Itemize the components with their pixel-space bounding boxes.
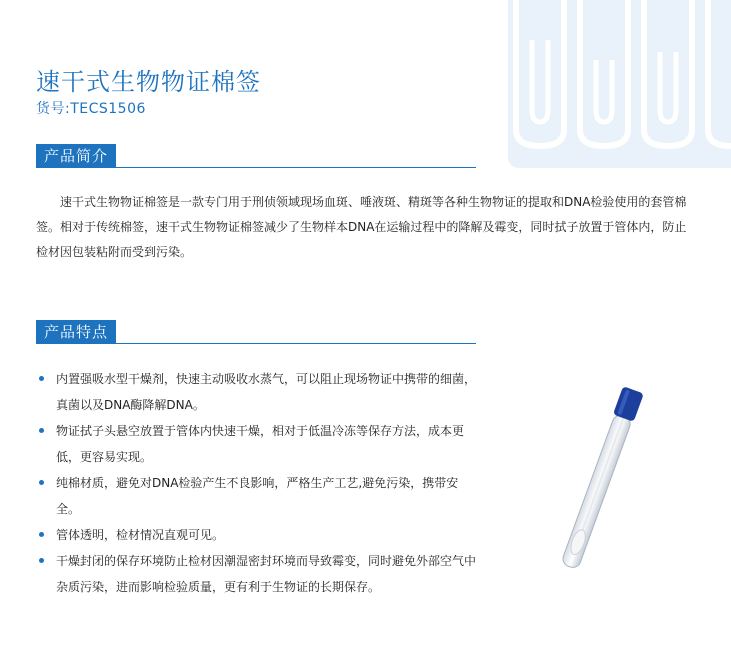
product-code: 货号:TECS1506	[36, 101, 146, 117]
intro-paragraph: 速干式生物物证棉签是一款专门用于刑侦领域现场血斑、唾液斑、精斑等各种生物物证的提取和DNA检验使用的套管棉签。相对于传统棉签，速干式生物物证棉签减少了生物样本DNA在运输过程中的降解及霉变，同时拭子放置于管体内，防止检材因包装粘附而受到污染。	[36, 195, 687, 259]
feature-text: 内置强吸水型干燥剂，快速主动吸收水蒸气，可以阻止现场物证中携带的细菌，真菌以及DNA酶降解DNA。	[56, 372, 477, 412]
feature-text: 管体透明，检材情况直观可见。	[56, 528, 225, 542]
bullet-icon	[39, 480, 44, 485]
feature-item	[36, 418, 476, 470]
intro-body	[36, 190, 688, 265]
product-title: 速干式生物物证棉签	[36, 68, 261, 96]
feature-text: 物证拭子头悬空放置于管体内快速干燥，相对于低温冷冻等保存方法，成本更低，更容易实现。	[56, 424, 465, 464]
test-tube-rack-decoration	[508, 0, 731, 168]
swab-tube-image	[540, 382, 660, 582]
bullet-icon	[39, 532, 44, 537]
feature-item	[36, 548, 476, 600]
bullet-icon	[39, 428, 44, 433]
feature-text: 纯棉材质，避免对DNA检验产生不良影响，严格生产工艺,避免污染，携带安全。	[56, 476, 459, 516]
feature-text: 干燥封闭的保存环境防止检材因潮湿密封环境而导致霉变，同时避免外部空气中杂质污染，进而影响检验质量，更有利于生物证的长期保存。	[56, 554, 477, 594]
intro-heading: 产品简介	[36, 144, 116, 168]
feature-item	[36, 366, 476, 418]
features-section-header	[36, 320, 476, 344]
feature-item	[36, 522, 476, 548]
features-divider	[36, 343, 476, 344]
intro-section-header	[36, 144, 476, 168]
features-heading: 产品特点	[36, 320, 116, 344]
features-list	[36, 366, 476, 600]
bullet-icon	[39, 558, 44, 563]
bullet-icon	[39, 376, 44, 381]
feature-item	[36, 470, 476, 522]
intro-divider	[36, 167, 476, 168]
